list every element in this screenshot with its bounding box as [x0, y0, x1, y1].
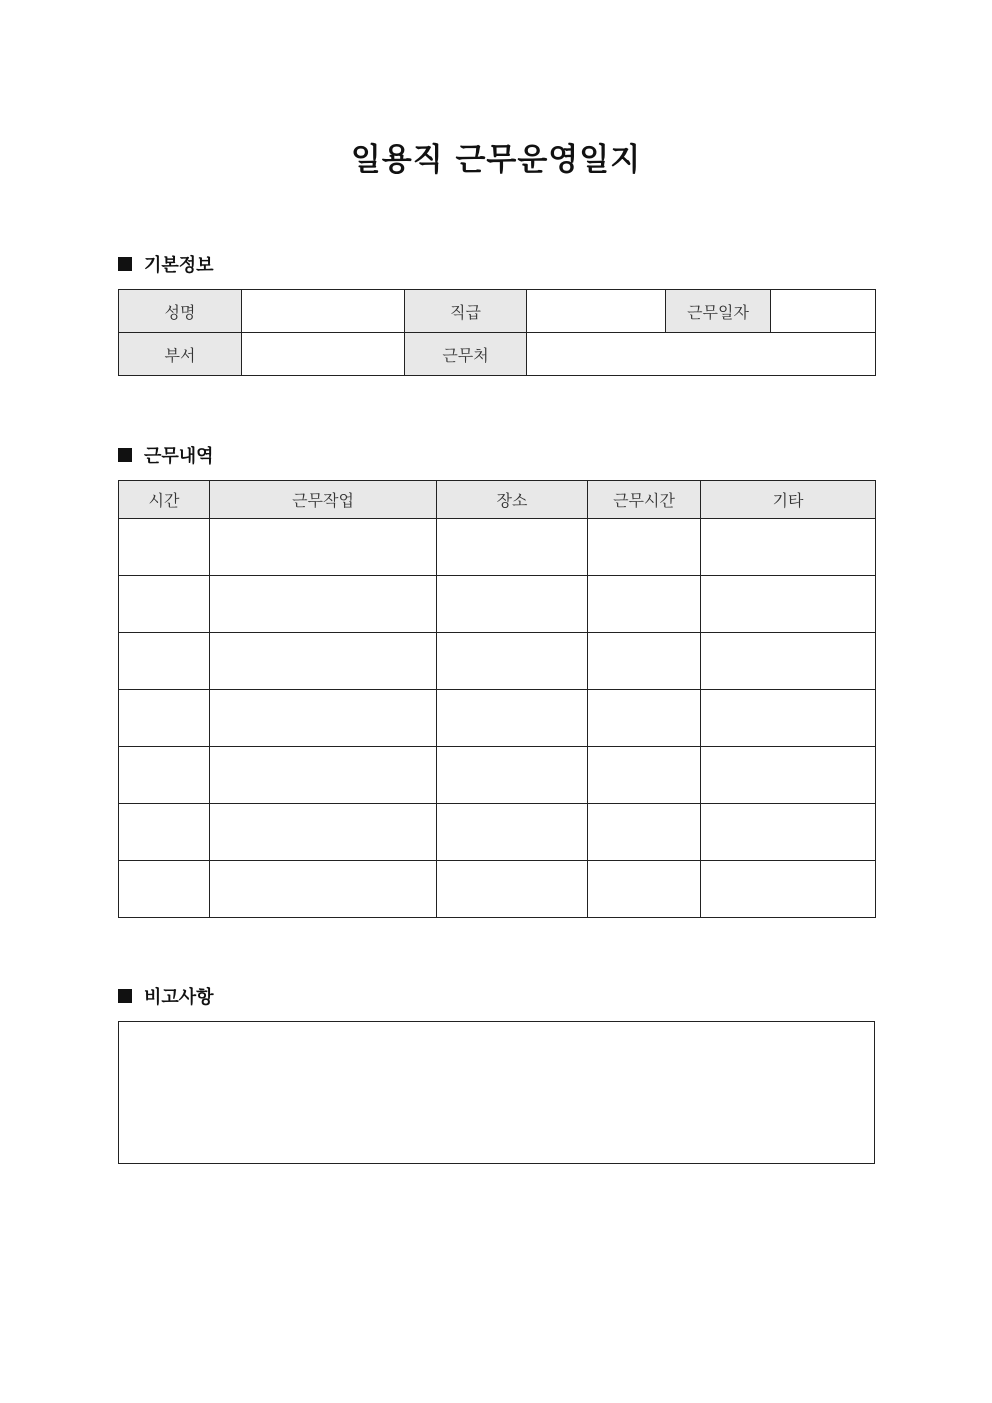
square-bullet-icon [118, 989, 132, 1003]
hours-cell[interactable] [588, 861, 701, 918]
basic-info-heading-text: 기본정보 [144, 255, 214, 276]
remarks-heading-text: 비고사항 [144, 987, 214, 1008]
square-bullet-icon [118, 448, 132, 462]
hours-cell[interactable] [588, 747, 701, 804]
other-cell[interactable] [701, 690, 876, 747]
other-cell[interactable] [701, 747, 876, 804]
table-row [119, 633, 876, 690]
table-row [119, 747, 876, 804]
table-row [119, 861, 876, 918]
column-header-time: 시간 [119, 481, 210, 519]
column-header-task: 근무작업 [210, 481, 437, 519]
location-cell[interactable] [437, 576, 588, 633]
time-cell[interactable] [119, 861, 210, 918]
task-cell[interactable] [210, 519, 437, 576]
hours-cell[interactable] [588, 576, 701, 633]
work-details-heading [118, 443, 214, 467]
work-date-label: 근무일자 [666, 290, 771, 333]
table-row [119, 804, 876, 861]
time-cell[interactable] [119, 576, 210, 633]
name-field[interactable] [242, 290, 405, 333]
location-cell[interactable] [437, 747, 588, 804]
department-label: 부서 [119, 333, 242, 376]
task-cell[interactable] [210, 576, 437, 633]
name-label: 성명 [119, 290, 242, 333]
workplace-label: 근무처 [405, 333, 527, 376]
task-cell[interactable] [210, 861, 437, 918]
column-header-location: 장소 [437, 481, 588, 519]
time-cell[interactable] [119, 804, 210, 861]
location-cell[interactable] [437, 804, 588, 861]
table-row [119, 519, 876, 576]
department-field[interactable] [242, 333, 405, 376]
hours-cell[interactable] [588, 633, 701, 690]
task-cell[interactable] [210, 690, 437, 747]
remarks-field[interactable] [118, 1021, 875, 1164]
work-date-field[interactable] [771, 290, 876, 333]
table-row [119, 690, 876, 747]
position-label: 직급 [405, 290, 527, 333]
basic-info-heading [118, 252, 214, 276]
square-bullet-icon [118, 257, 132, 271]
time-cell[interactable] [119, 690, 210, 747]
other-cell[interactable] [701, 576, 876, 633]
table-row [119, 576, 876, 633]
column-header-other: 기타 [701, 481, 876, 519]
hours-cell[interactable] [588, 519, 701, 576]
basic-info-table [118, 289, 876, 376]
other-cell[interactable] [701, 519, 876, 576]
workplace-field[interactable] [527, 333, 876, 376]
other-cell[interactable] [701, 633, 876, 690]
position-field[interactable] [527, 290, 666, 333]
time-cell[interactable] [119, 633, 210, 690]
work-details-heading-text: 근무내역 [144, 446, 214, 467]
work-details-table [118, 480, 876, 918]
location-cell[interactable] [437, 633, 588, 690]
other-cell[interactable] [701, 804, 876, 861]
task-cell[interactable] [210, 633, 437, 690]
time-cell[interactable] [119, 747, 210, 804]
task-cell[interactable] [210, 804, 437, 861]
location-cell[interactable] [437, 861, 588, 918]
hours-cell[interactable] [588, 690, 701, 747]
page-title: 일용직 근무운영일지 [350, 142, 642, 178]
location-cell[interactable] [437, 690, 588, 747]
other-cell[interactable] [701, 861, 876, 918]
time-cell[interactable] [119, 519, 210, 576]
column-header-hours: 근무시간 [588, 481, 701, 519]
location-cell[interactable] [437, 519, 588, 576]
hours-cell[interactable] [588, 804, 701, 861]
task-cell[interactable] [210, 747, 437, 804]
remarks-heading [118, 984, 214, 1008]
